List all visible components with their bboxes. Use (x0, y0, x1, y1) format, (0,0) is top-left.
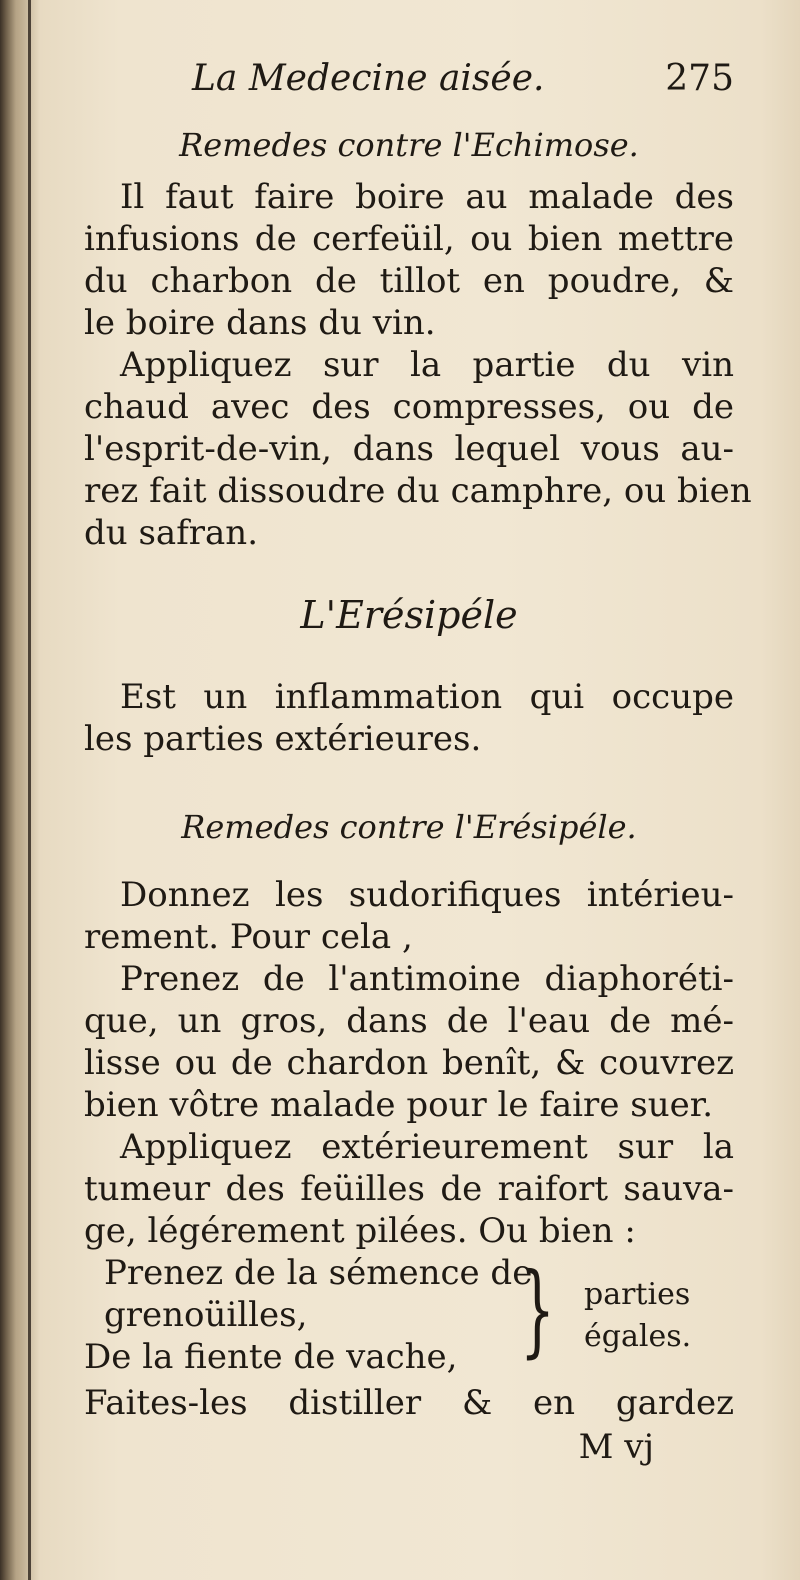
text-line: Prenez de l'antimoine diaphoréti- (120, 959, 734, 999)
page-number: 275 (665, 58, 734, 99)
recipe-line: grenoüilles, (104, 1295, 308, 1335)
text-line: chaud avec des compresses, ou de (84, 387, 734, 427)
paragraph (84, 344, 752, 554)
recipe-block (84, 1252, 734, 1382)
paragraph (84, 676, 734, 760)
text-line: le boire dans du vin. (84, 303, 436, 343)
paragraph (84, 874, 734, 958)
text-line: bien vôtre malade pour le faire suer. (84, 1085, 714, 1125)
paragraph (84, 958, 734, 1126)
text-line: du charbon de tillot en poudre, & (84, 261, 734, 301)
text-line: Il faut faire boire au malade des (120, 177, 734, 217)
text-line: les parties extérieures. (84, 719, 482, 759)
text-line: Appliquez extérieurement sur la (120, 1127, 734, 1167)
text-line: Faites-les distiller & en gardez (84, 1383, 734, 1423)
text-line: Appliquez sur la partie du vin (120, 345, 734, 385)
curly-brace-icon: } (520, 1251, 555, 1368)
page-edge-line (28, 0, 31, 1580)
text-line: l'esprit-de-vin, dans lequel vous au- (84, 429, 734, 469)
page-text (84, 52, 752, 1468)
book-spine (0, 0, 40, 1580)
text-line: ge, légérement pilées. Ou bien : (84, 1211, 636, 1251)
recipe-line: De la fiente de vache, (84, 1337, 458, 1377)
text-line: infusions de cerfeüil, ou bien mettre (84, 219, 734, 259)
text-line: lisse ou de chardon benît, & couvrez (84, 1043, 734, 1083)
section-heading-eresipele: L'Erésipéle (300, 593, 518, 637)
brace-note: égales. (584, 1319, 692, 1354)
paragraph (84, 176, 734, 344)
text-line: tumeur des feüilles de raifort sauva- (84, 1169, 734, 1209)
recipe-line: Prenez de la sémence de (104, 1253, 533, 1293)
paragraph (84, 1126, 734, 1252)
signature-mark: M vj (578, 1427, 654, 1467)
text-line: du safran. (84, 513, 259, 553)
section-heading-echimose: Remedes contre l'Echimose. (179, 126, 639, 164)
text-line: rez fait dissoudre du camphre, ou bien (84, 471, 752, 511)
running-header (84, 52, 734, 106)
text-line: rement. Pour cela , (84, 917, 413, 957)
text-line: Donnez les sudorifiques intérieu- (120, 875, 734, 915)
running-title: La Medecine aisée. (192, 58, 545, 99)
text-line: que, un gros, dans de l'eau de mé- (84, 1001, 734, 1041)
section-heading-remedes-eresipele: Remedes contre l'Erésipéle. (181, 808, 637, 846)
text-line: Est un inflammation qui occupe (120, 677, 734, 717)
brace-note: parties (584, 1277, 691, 1312)
